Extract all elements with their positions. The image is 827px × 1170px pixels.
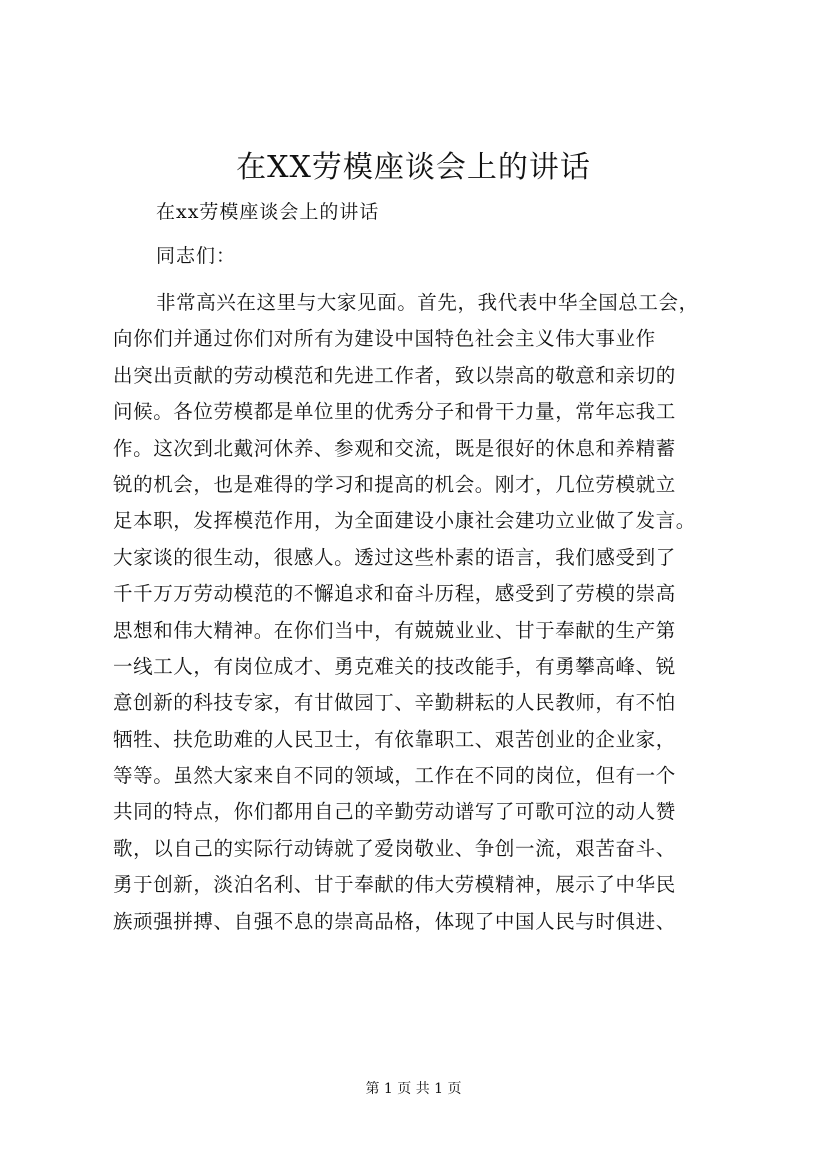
- document-title: 在XX劳模座谈会上的讲话: [236, 150, 591, 185]
- body-line: 问候。各位劳模都是单位里的优秀分子和骨干力量，常年忘我工: [113, 400, 676, 424]
- body-line: 锐的机会，也是难得的学习和提高的机会。刚才，几位劳模就立: [113, 472, 676, 496]
- salutation: 同志们：: [156, 245, 237, 267]
- body-line: 意创新的科技专家，有甘做园丁、辛勤耕耘的人民教师，有不怕: [113, 691, 676, 715]
- body-line: 牺牲、扶危助难的人民卫士，有依靠职工、艰苦创业的企业家，: [113, 727, 676, 751]
- body-line: 足本职，发挥模范作用，为全面建设小康社会建功立业做了发言。: [113, 509, 696, 533]
- document-subtitle: 在xx劳模座谈会上的讲话: [156, 201, 380, 223]
- body-line: 向你们并通过你们对所有为建设中国特色社会主义伟大事业作: [113, 327, 656, 351]
- body-line: 出突出贡献的劳动模范和先进工作者，致以崇高的敬意和亲切的: [113, 363, 676, 387]
- body-line: 等等。虽然大家来自不同的领域，工作在不同的岗位，但有一个: [113, 764, 676, 788]
- body-line: 歌，以自己的实际行动铸就了爱岗敬业、争创一流，艰苦奋斗、: [113, 836, 676, 860]
- body-line: 作。这次到北戴河休养、参观和交流，既是很好的休息和养精蓄: [113, 436, 676, 460]
- body-line: 千千万万劳动模范的不懈追求和奋斗历程，感受到了劳模的崇高: [113, 582, 676, 606]
- body-line: 非常高兴在这里与大家见面。首先，我代表中华全国总工会，: [156, 291, 699, 314]
- page-footer: 第 1 页 共 1 页: [365, 1081, 462, 1097]
- body-line: 一线工人，有岗位成才、勇克难关的技改能手，有勇攀高峰、锐: [113, 654, 676, 678]
- body-line: 勇于创新，淡泊名利、甘于奉献的伟大劳模精神，展示了中华民: [113, 873, 676, 897]
- body-line: 族顽强拼搏、自强不息的崇高品格，体现了中国人民与时俱进、: [113, 909, 676, 933]
- body-line: 共同的特点，你们都用自己的辛勤劳动谱写了可歌可泣的动人赞: [113, 800, 676, 824]
- body-line: 大家谈的很生动，很感人。透过这些朴素的语言，我们感受到了: [113, 545, 676, 569]
- speech-body: [113, 285, 753, 940]
- body-line: 思想和伟大精神。在你们当中，有兢兢业业、甘于奉献的生产第: [113, 618, 676, 642]
